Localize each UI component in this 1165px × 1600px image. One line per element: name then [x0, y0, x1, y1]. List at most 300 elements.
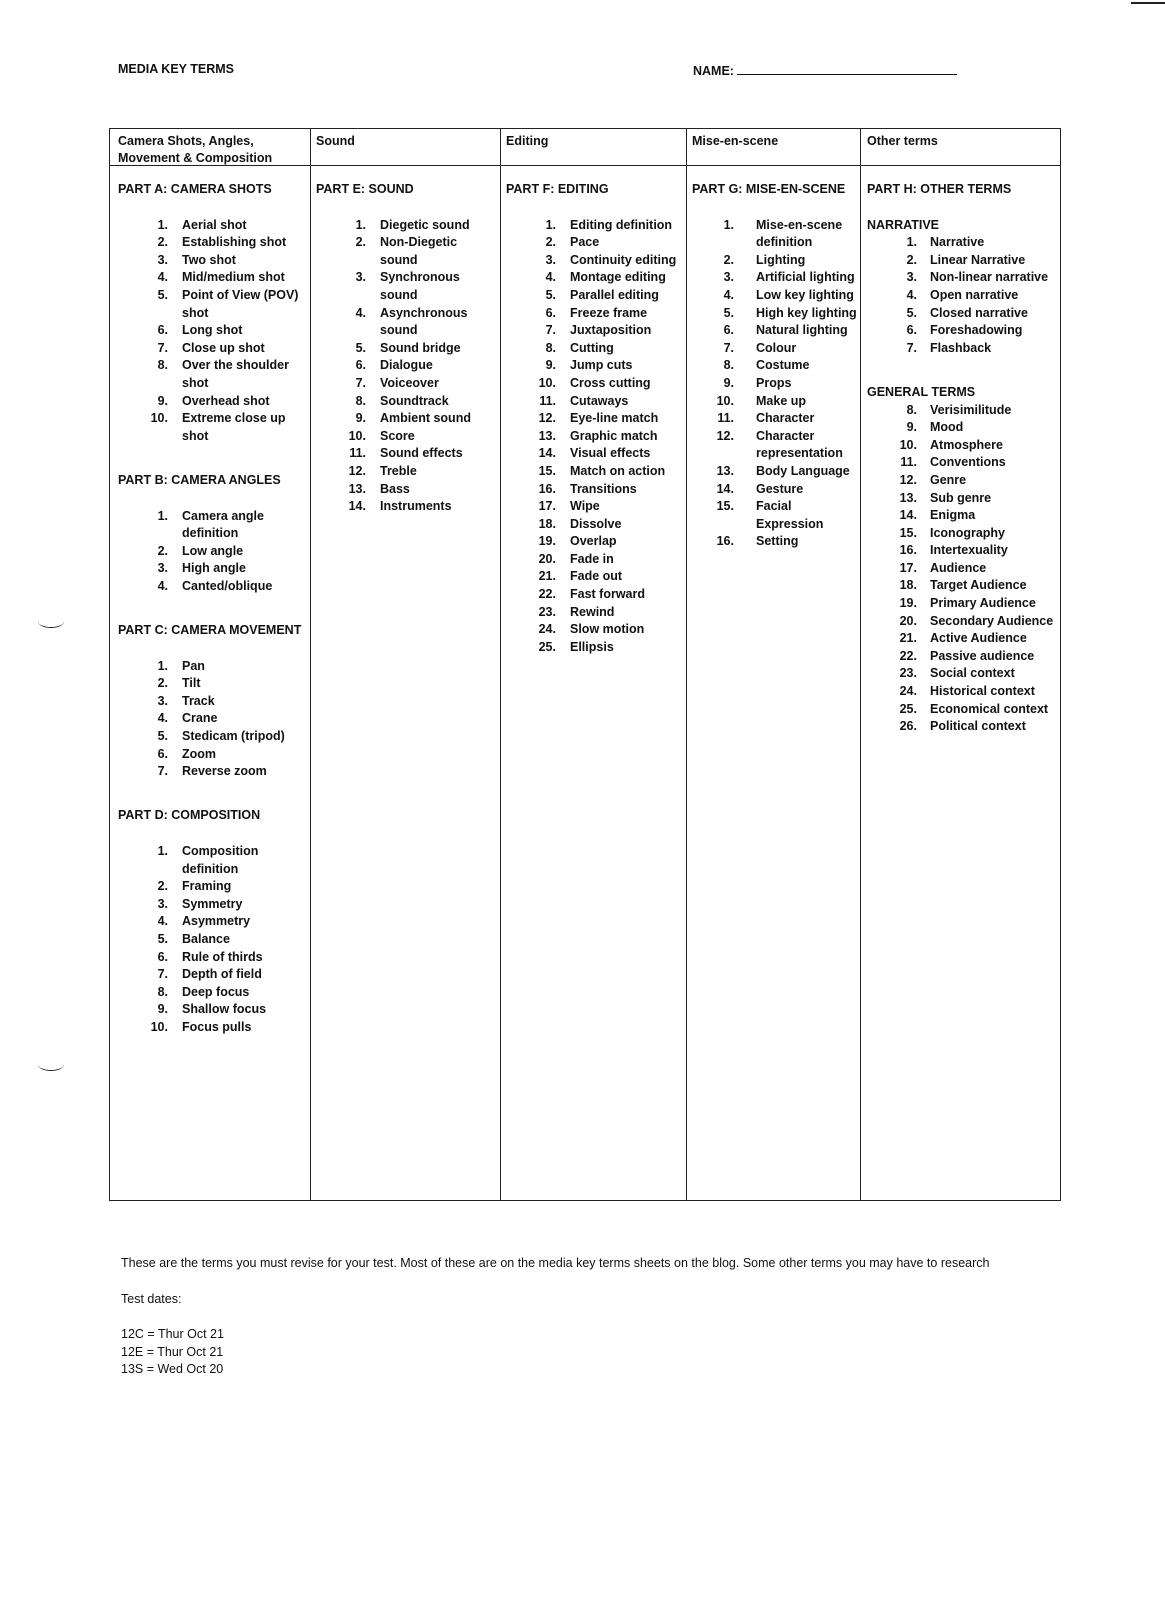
test-date: 12C = Thur Oct 21 — [121, 1327, 224, 1341]
list-item — [506, 568, 682, 586]
item-term: Narrative — [930, 235, 985, 250]
item-term: Pace — [570, 235, 600, 250]
list-item — [316, 269, 496, 304]
item-number: 14. — [538, 446, 556, 461]
item-term: Lighting — [756, 252, 806, 267]
item-number: 22. — [899, 648, 917, 663]
item-term: Montage editing — [570, 270, 666, 285]
item-term: Deep focus — [182, 984, 250, 999]
item-number: 3. — [157, 896, 168, 911]
list-item — [118, 357, 306, 392]
item-term: Diegetic sound — [380, 217, 470, 232]
list-item — [506, 305, 682, 323]
name-label: NAME: — [693, 64, 734, 78]
item-term: Mise-en-scene definition — [756, 217, 843, 250]
composition-list — [118, 843, 306, 1037]
item-number: 16. — [716, 534, 734, 549]
item-term: Natural lighting — [756, 323, 848, 338]
item-number: 4. — [157, 270, 168, 285]
item-term: Cutting — [570, 340, 614, 355]
item-number: 9. — [157, 393, 168, 408]
item-number: 16. — [899, 543, 917, 558]
column-divider — [310, 129, 311, 1200]
item-term: High key lighting — [756, 305, 857, 320]
list-item — [506, 463, 682, 481]
list-item — [867, 542, 1059, 560]
item-number: 5. — [157, 729, 168, 744]
item-term: Symmetry — [182, 896, 243, 911]
column-divider — [686, 129, 687, 1200]
list-item — [692, 340, 858, 358]
list-item — [316, 410, 496, 428]
item-number: 23. — [538, 604, 556, 619]
item-term: Fast forward — [570, 587, 646, 602]
part-title: PART G: MISE-EN-SCENE — [692, 182, 846, 196]
item-number: 1. — [355, 217, 366, 232]
item-number: 6. — [545, 305, 556, 320]
item-term: Treble — [380, 463, 417, 478]
list-item — [118, 658, 306, 676]
list-item — [867, 322, 1059, 340]
item-number: 9. — [723, 375, 734, 390]
list-item — [506, 375, 682, 393]
list-item — [506, 586, 682, 604]
item-number: 21. — [538, 569, 556, 584]
column-header-other-terms: Other terms — [867, 134, 938, 148]
list-item — [118, 560, 306, 578]
list-item — [867, 577, 1059, 595]
item-number: 7. — [157, 340, 168, 355]
item-number: 6. — [723, 323, 734, 338]
list-item — [867, 419, 1059, 437]
list-item — [118, 543, 306, 561]
item-number: 8. — [723, 358, 734, 373]
list-item — [692, 252, 858, 270]
item-number: 2. — [157, 879, 168, 894]
item-number: 13. — [348, 481, 366, 496]
item-term: Continuity editing — [570, 252, 677, 267]
item-number: 2. — [545, 235, 556, 250]
item-number: 8. — [157, 358, 168, 373]
item-term: Intertexuality — [930, 543, 1008, 558]
item-number: 12. — [716, 428, 734, 443]
item-term: Over the shoulder shot — [182, 358, 289, 390]
item-number: 10. — [538, 375, 556, 390]
narrative-list — [867, 234, 1059, 357]
item-number: 10. — [150, 411, 168, 426]
item-number: 12. — [538, 411, 556, 426]
list-item — [692, 322, 858, 340]
item-number: 24. — [899, 684, 917, 699]
item-term: Pan — [182, 658, 205, 673]
list-item — [118, 896, 306, 914]
item-number: 5. — [906, 305, 917, 320]
item-number: 1. — [545, 217, 556, 232]
list-item — [118, 728, 306, 746]
item-number: 13. — [538, 428, 556, 443]
item-term: Ellipsis — [570, 639, 614, 654]
item-number: 11. — [900, 455, 917, 470]
item-number: 9. — [157, 1002, 168, 1017]
list-item — [506, 445, 682, 463]
list-item — [118, 1019, 306, 1037]
item-term: Focus pulls — [182, 1019, 252, 1034]
list-item — [867, 490, 1059, 508]
item-term: Point of View (POV) shot — [182, 287, 299, 320]
column-divider — [860, 129, 861, 1200]
list-item — [506, 481, 682, 499]
item-term: Overlap — [570, 534, 617, 549]
part-title: PART B: CAMERA ANGLES — [118, 472, 281, 487]
item-number: 4. — [355, 305, 366, 320]
item-number: 13. — [899, 490, 917, 505]
item-term: Asynchronous sound — [380, 305, 468, 338]
key-terms-table — [109, 128, 1061, 1201]
list-item — [867, 472, 1059, 490]
column-sound — [316, 181, 496, 516]
item-term: Artificial lighting — [756, 270, 855, 285]
item-term: Gesture — [756, 481, 804, 496]
list-item — [506, 604, 682, 622]
list-item — [118, 269, 306, 287]
item-term: Zoom — [182, 746, 217, 761]
item-number: 18. — [899, 578, 917, 593]
list-item — [316, 217, 496, 235]
item-number: 6. — [906, 323, 917, 338]
list-item — [867, 613, 1059, 631]
revision-note: These are the terms you must revise for your test. Most of these are on the media key terms sheets on the blog. Some other terms you may have to research — [121, 1256, 990, 1270]
item-number: 3. — [723, 270, 734, 285]
item-term: Conventions — [930, 455, 1006, 470]
item-term: Reverse zoom — [182, 764, 267, 779]
page-title: MEDIA KEY TERMS — [118, 62, 234, 76]
list-item — [316, 445, 496, 463]
item-number: 23. — [899, 666, 917, 681]
item-number: 4. — [545, 270, 556, 285]
list-item — [867, 305, 1059, 323]
item-term: Facial Expression — [756, 499, 824, 531]
item-term: Graphic match — [570, 428, 658, 443]
item-number: 2. — [157, 676, 168, 691]
item-number: 1. — [157, 658, 168, 673]
list-item — [118, 763, 306, 781]
item-number: 12. — [899, 472, 917, 487]
item-term: Political context — [930, 719, 1026, 734]
item-term: Transitions — [570, 481, 637, 496]
item-number: 8. — [545, 340, 556, 355]
item-number: 1. — [157, 844, 168, 858]
column-other-terms — [867, 181, 1059, 736]
margin-pen-mark — [38, 1058, 64, 1071]
list-item — [316, 428, 496, 446]
test-date: 13S = Wed Oct 20 — [121, 1362, 224, 1377]
item-term: Crane — [182, 711, 218, 726]
item-term: Enigma — [930, 508, 976, 523]
item-term: Make up — [756, 393, 807, 408]
list-item — [867, 683, 1059, 701]
list-item — [316, 305, 496, 340]
item-term: Instruments — [380, 499, 452, 514]
item-term: Shallow focus — [182, 1002, 267, 1017]
item-number: 3. — [157, 693, 168, 708]
item-number: 5. — [355, 340, 366, 355]
item-number: 14. — [716, 481, 734, 496]
item-number: 10. — [716, 393, 734, 408]
list-item — [692, 287, 858, 305]
item-term: Asymmetry — [182, 914, 251, 929]
sound-list — [316, 217, 496, 516]
list-item — [118, 393, 306, 411]
list-item — [316, 481, 496, 499]
list-item — [506, 357, 682, 375]
item-number: 21. — [899, 631, 917, 646]
item-term: Non-Diegetic sound — [380, 235, 458, 267]
item-number: 10. — [899, 437, 917, 452]
list-item — [118, 931, 306, 949]
item-number: 3. — [355, 270, 366, 285]
item-number: 19. — [538, 534, 556, 549]
camera-shots-list — [118, 217, 306, 446]
list-item — [506, 551, 682, 569]
item-term: Setting — [756, 534, 799, 549]
general-terms-list — [867, 402, 1059, 736]
list-item — [867, 630, 1059, 648]
item-term: Visual effects — [570, 446, 651, 461]
item-term: Low key lighting — [756, 287, 854, 302]
list-item — [692, 269, 858, 287]
list-item — [867, 525, 1059, 543]
item-term: Ambient sound — [380, 411, 471, 426]
item-number: 7. — [545, 323, 556, 338]
item-term: Social context — [930, 666, 1015, 681]
margin-pen-mark — [38, 615, 64, 628]
item-term: Verisimilitude — [930, 402, 1012, 417]
item-number: 2. — [157, 543, 168, 558]
item-number: 10. — [348, 428, 366, 443]
item-term: Open narrative — [930, 287, 1019, 302]
item-number: 11. — [349, 446, 366, 461]
item-term: Passive audience — [930, 648, 1035, 663]
item-number: 11. — [539, 393, 556, 408]
list-item — [692, 393, 858, 411]
item-number: 5. — [723, 305, 734, 320]
list-item — [867, 665, 1059, 683]
item-number: 14. — [899, 508, 917, 523]
list-item — [118, 675, 306, 693]
item-term: Atmosphere — [930, 437, 1003, 452]
item-number: 22. — [538, 587, 556, 602]
item-term: Wipe — [570, 499, 600, 514]
item-number: 9. — [545, 358, 556, 373]
item-term: Props — [756, 375, 792, 390]
item-number: 24. — [538, 622, 556, 637]
list-item — [692, 498, 858, 533]
item-term: Bass — [380, 481, 410, 496]
list-item — [316, 498, 496, 516]
item-term: Mood — [930, 420, 964, 435]
list-item — [867, 595, 1059, 613]
item-number: 9. — [906, 420, 917, 435]
item-term: Parallel editing — [570, 287, 659, 302]
item-number: 4. — [723, 287, 734, 302]
list-item — [118, 234, 306, 252]
item-term: Freeze frame — [570, 305, 648, 320]
item-number: 1. — [157, 217, 168, 232]
list-item — [118, 410, 306, 445]
list-item — [316, 357, 496, 375]
item-term: Historical context — [930, 684, 1035, 699]
item-term: Iconography — [930, 525, 1006, 540]
item-term: Non-linear narrative — [930, 270, 1049, 285]
list-item — [118, 693, 306, 711]
test-dates-title: Test dates: — [121, 1292, 182, 1306]
list-item — [506, 393, 682, 411]
item-number: 2. — [723, 252, 734, 267]
item-term: Overhead shot — [182, 393, 270, 408]
item-number: 10. — [150, 1019, 168, 1034]
part-title: PART A: CAMERA SHOTS — [118, 182, 272, 196]
item-number: 15. — [538, 463, 556, 478]
item-term: Voiceover — [380, 375, 439, 390]
item-number: 4. — [157, 914, 168, 929]
item-number: 5. — [545, 287, 556, 302]
list-item — [118, 340, 306, 358]
list-item — [506, 428, 682, 446]
part-title: PART F: EDITING — [506, 182, 609, 196]
item-term: Cutaways — [570, 393, 629, 408]
test-dates-list — [121, 1326, 224, 1379]
item-number: 4. — [906, 287, 917, 302]
item-term: Fade out — [570, 569, 623, 584]
list-item — [506, 621, 682, 639]
camera-angles-list — [118, 508, 306, 596]
item-term: Extreme close up shot — [182, 411, 286, 443]
item-number: 4. — [157, 711, 168, 726]
name-field — [693, 62, 957, 78]
item-term: Primary Audience — [930, 596, 1036, 611]
item-number: 9. — [355, 411, 366, 426]
item-number: 7. — [157, 764, 168, 779]
item-number: 18. — [538, 516, 556, 531]
list-item — [118, 252, 306, 270]
general-terms-title: GENERAL TERMS — [867, 384, 976, 399]
item-number: 7. — [723, 340, 734, 355]
item-number: 20. — [899, 613, 917, 628]
list-item — [118, 966, 306, 984]
narrative-title: NARRATIVE — [867, 217, 939, 232]
item-term: Canted/oblique — [182, 578, 273, 593]
item-term: Audience — [930, 560, 987, 575]
list-item — [867, 648, 1059, 666]
column-camera — [118, 181, 306, 1037]
list-item — [118, 878, 306, 896]
part-title: PART C: CAMERA MOVEMENT — [118, 623, 302, 638]
item-term: Target Audience — [930, 578, 1027, 593]
item-number: 14. — [348, 499, 366, 514]
item-number: 7. — [157, 967, 168, 982]
item-number: 11. — [717, 411, 734, 426]
item-number: 1. — [157, 508, 168, 523]
list-item — [867, 234, 1059, 252]
item-number: 3. — [157, 561, 168, 576]
item-term: Composition definition — [182, 844, 259, 876]
item-term: High angle — [182, 561, 246, 576]
item-number: 3. — [157, 252, 168, 267]
editing-list — [506, 217, 682, 657]
item-number: 8. — [355, 393, 366, 408]
list-item — [506, 269, 682, 287]
column-header-sound: Sound — [316, 134, 355, 148]
part-title: PART E: SOUND — [316, 182, 414, 196]
list-item — [692, 463, 858, 481]
list-item — [867, 269, 1059, 287]
item-number: 1. — [906, 235, 917, 250]
item-term: Soundtrack — [380, 393, 449, 408]
list-item — [867, 454, 1059, 472]
item-number: 20. — [538, 551, 556, 566]
item-term: Linear Narrative — [930, 252, 1026, 267]
item-number: 2. — [906, 252, 917, 267]
list-item — [506, 287, 682, 305]
item-term: Closed narrative — [930, 305, 1028, 320]
item-number: 19. — [899, 596, 917, 611]
item-number: 6. — [157, 949, 168, 964]
item-number: 2. — [355, 235, 366, 250]
camera-movement-list — [118, 658, 306, 781]
list-item — [867, 287, 1059, 305]
column-header-mise-en-scene: Mise-en-scene — [692, 134, 779, 148]
list-item — [506, 639, 682, 657]
list-item — [506, 533, 682, 551]
column-divider — [500, 129, 501, 1200]
list-item — [692, 357, 858, 375]
item-term: Colour — [756, 340, 797, 355]
item-term: Jump cuts — [570, 358, 633, 373]
list-item — [316, 393, 496, 411]
item-term: Active Audience — [930, 631, 1027, 646]
item-number: 8. — [157, 984, 168, 999]
item-number: 16. — [538, 481, 556, 496]
item-number: 25. — [538, 639, 556, 654]
list-item — [118, 913, 306, 931]
item-term: Match on action — [570, 463, 666, 478]
name-blank-line — [737, 62, 957, 75]
list-item — [118, 984, 306, 1002]
item-term: Stedicam (tripod) — [182, 729, 285, 744]
list-item — [692, 410, 858, 428]
item-term: Sound effects — [380, 446, 463, 461]
list-item — [506, 234, 682, 252]
list-item — [316, 234, 496, 269]
item-term: Genre — [930, 472, 967, 487]
list-item — [118, 217, 306, 235]
list-item — [692, 428, 858, 463]
item-term: Score — [380, 428, 415, 443]
mise-en-scene-list — [692, 217, 858, 551]
item-term: Fade in — [570, 551, 614, 566]
item-number: 4. — [157, 578, 168, 593]
list-item — [867, 701, 1059, 719]
item-term: Juxtaposition — [570, 323, 652, 338]
test-date: 12E = Thur Oct 21 — [121, 1344, 224, 1359]
list-item — [692, 481, 858, 499]
list-item — [692, 305, 858, 323]
list-item — [506, 498, 682, 516]
list-item — [118, 508, 306, 543]
item-term: Close up shot — [182, 340, 265, 355]
item-term: Tilt — [182, 676, 201, 691]
item-term: Sound bridge — [380, 340, 461, 355]
